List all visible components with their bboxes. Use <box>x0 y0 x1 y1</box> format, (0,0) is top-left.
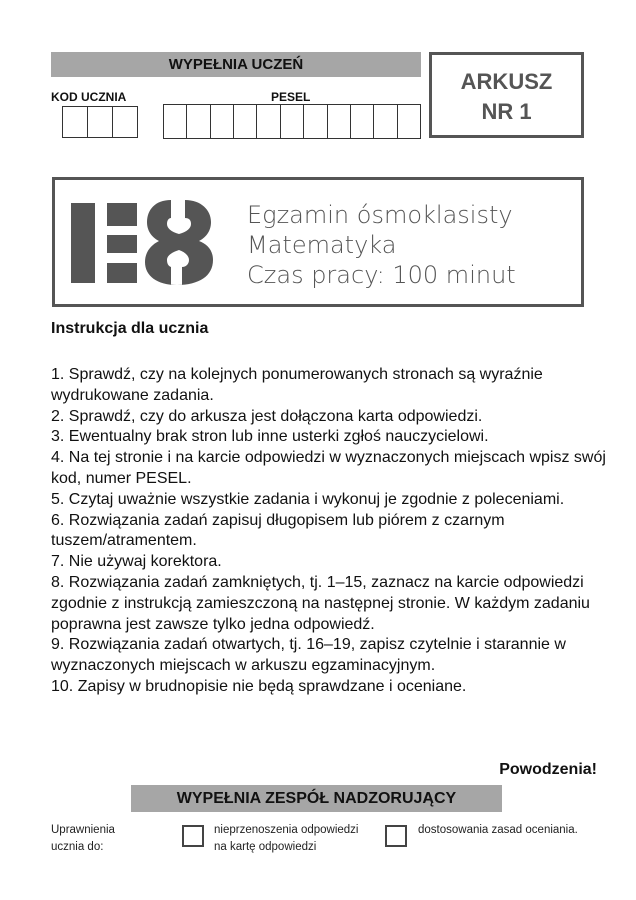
pesel-label: PESEL <box>271 90 311 104</box>
exam-subject: Matematyka <box>247 231 397 259</box>
option2-label: dostosowania zasad oceniania. <box>418 824 578 836</box>
e8-logo-icon <box>71 200 231 285</box>
instruction-item: 9. Rozwiązania zadań otwartych, tj. 16–19, zapisz czytelnie i starannie w wyznaczonych miejscach w arkuszu egzaminacyjnym. <box>51 636 566 675</box>
instruction-item: 6. Rozwiązania zadań zapisuj długopisem lub piórem z czarnym tuszem/atramentem. <box>51 511 505 550</box>
instruction-item: 7. Nie używaj korektora. <box>51 553 222 571</box>
instruction-item: 10. Zapisy w brudnopisie nie będą sprawdzane i oceniane. <box>51 677 467 695</box>
sheet-label: ARKUSZ <box>460 69 553 94</box>
option1-checkbox[interactable] <box>182 825 204 847</box>
exam-title: Egzamin ósmoklasisty <box>247 201 513 229</box>
instruction-item: 8. Rozwiązania zadań zamkniętych, tj. 1–15, zaznacz na karcie odpowiedzi zgodnie z instrukcją zamieszczoną na następnej stronie. W każdym zadaniu poprawna jest zawsze tylko jedna odpowiedź. <box>51 573 590 633</box>
instruction-item: 5. Czytaj uważnie wszystkie zadania i wykonuj je zgodnie z poleceniami. <box>51 490 565 508</box>
sheet-number-box <box>429 52 584 138</box>
option2-checkbox[interactable] <box>385 825 407 847</box>
pesel-input[interactable] <box>163 104 421 139</box>
instruction-item: 3. Ewentualny brak stron lub inne usterki zgłoś nauczycielowi. <box>51 428 489 446</box>
sheet-number: NR 1 <box>481 99 532 124</box>
exam-title-box <box>52 177 584 307</box>
student-code-label: KOD UCZNIA <box>51 90 127 104</box>
supervisor-section-header: WYPEŁNIA ZESPÓŁ NADZORUJĄCY <box>131 785 502 812</box>
exam-time: Czas pracy: 100 minut <box>247 261 516 289</box>
instruction-item: 2. Sprawdź, czy do arkusza jest dołączona karta odpowiedzi. <box>51 407 483 425</box>
student-section-header: WYPEŁNIA UCZEŃ <box>51 52 421 77</box>
rights-label: Uprawnienia ucznia do: <box>51 824 115 853</box>
option1-label: nieprzenoszenia odpowiedzi na kartę odpowiedzi <box>214 824 359 853</box>
student-code-input[interactable] <box>62 106 138 138</box>
instructions-list <box>51 365 611 698</box>
instruction-item: 1. Sprawdź, czy na kolejnych ponumerowanych stronach są wyraźnie wydrukowane zadania. <box>51 366 543 404</box>
instruction-item: 4. Na tej stronie i na karcie odpowiedzi w wyznaczonych miejscach wpisz swój kod, numer PESEL. <box>51 449 606 487</box>
instructions-heading: Instrukcja dla ucznia <box>51 320 209 337</box>
closing-text: Powodzenia! <box>499 761 597 778</box>
